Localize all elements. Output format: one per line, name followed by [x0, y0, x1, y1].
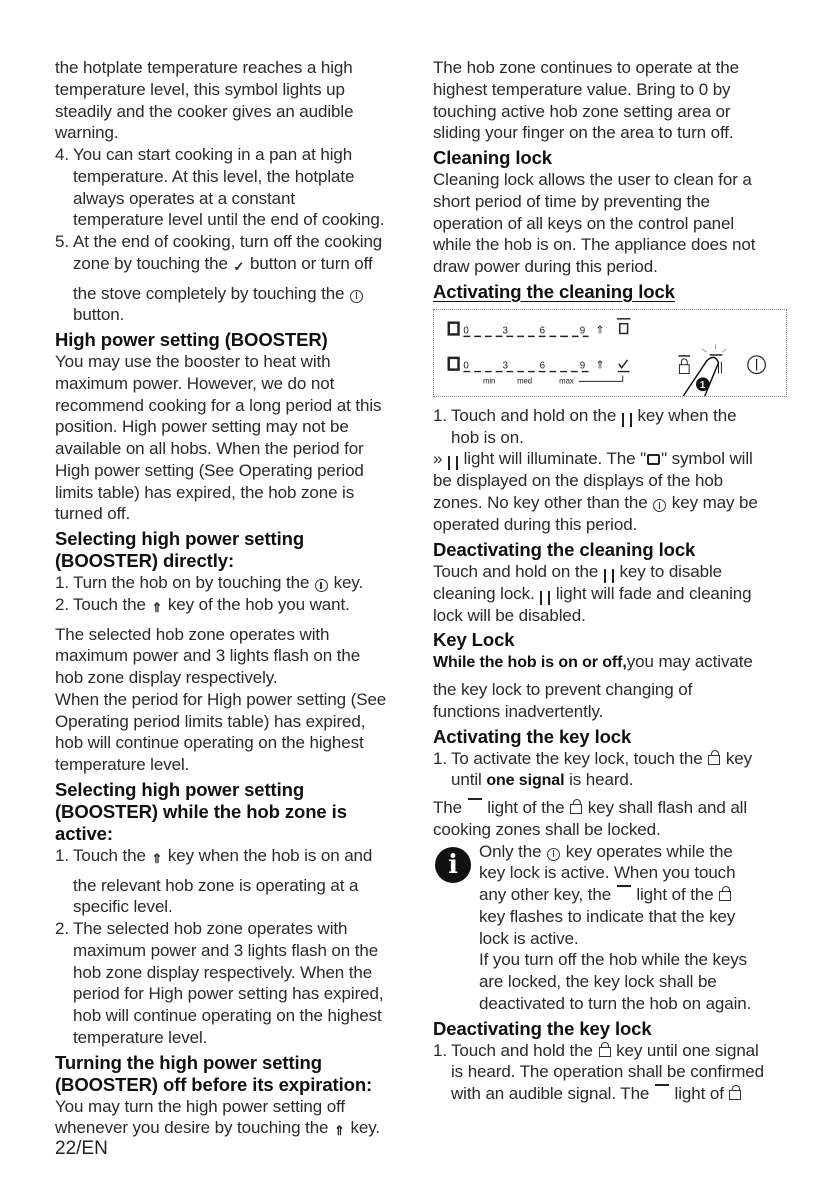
cleaning-lock-key-icon	[448, 456, 458, 470]
text-row	[433, 797, 789, 819]
text-line: are locked, the key lock shall be	[479, 972, 717, 991]
text-line: whenever you desire by touching the key.	[55, 1118, 380, 1137]
text-line: Touch the key when the hob is on and	[73, 846, 372, 865]
step-number: 1	[699, 379, 706, 391]
booster-icon: ⇑	[595, 324, 605, 337]
paragraph	[55, 624, 415, 776]
text-row	[55, 351, 415, 373]
text-line: cooking zones shall be locked.	[433, 819, 661, 839]
text-row	[73, 940, 415, 962]
text-row	[433, 819, 789, 841]
text-row	[73, 304, 415, 326]
text-row	[55, 550, 415, 572]
text-line: lock will be disabled.	[433, 605, 586, 625]
list-item	[433, 405, 789, 449]
text-line: temperature level.	[55, 755, 190, 774]
text-line: Selecting high power setting	[55, 528, 305, 549]
text-line: touching active hob zone setting area or	[433, 101, 731, 121]
text-row	[479, 971, 789, 993]
text-line: High power setting (See Operating period	[55, 460, 364, 480]
text-line: The light of the key shall flash and all	[433, 798, 748, 817]
text-row	[433, 561, 789, 583]
finger-press-icon	[683, 357, 718, 396]
booster-icon	[151, 597, 162, 624]
text-row	[433, 679, 789, 701]
booster-icon	[151, 848, 162, 875]
control-panel-figure	[433, 309, 787, 397]
text-row	[73, 875, 415, 897]
list-number: 1.	[433, 748, 447, 768]
text-line: Selecting high power setting	[55, 778, 305, 800]
text-row	[73, 983, 415, 1005]
tick-label: 9	[579, 360, 586, 372]
text-line: operation of all keys on the control panel	[433, 213, 735, 233]
list-number: 1.	[433, 1040, 447, 1060]
text-row	[433, 169, 789, 191]
text-row	[55, 144, 415, 166]
text-line: Turn the hob on by touching the key.	[73, 573, 364, 592]
text-line: While the hob is on or off,you may activate	[433, 652, 753, 672]
list-number: 5.	[55, 232, 69, 251]
paragraph	[433, 561, 789, 627]
key-lock-icon	[719, 891, 731, 901]
cleaning-lock-key-icon	[540, 591, 550, 605]
paragraph	[433, 797, 789, 841]
text-row	[451, 427, 789, 449]
booster-icon: ⇑	[595, 359, 605, 372]
text-row	[55, 101, 415, 123]
text-row	[55, 1052, 415, 1074]
text-row	[55, 801, 415, 823]
text-line: while the hob is on. The appliance does not	[433, 235, 756, 255]
text-line: Touch the key of the hob you want.	[73, 595, 350, 614]
text-line: The selected hob zone operates with	[73, 919, 348, 938]
text-row	[479, 928, 789, 950]
text-line: At the end of cooking, turn off the cooking	[73, 232, 383, 251]
text-row	[55, 624, 415, 646]
page-number: 22/EN	[55, 1138, 108, 1159]
text-line: highest temperature value. Bring to 0 by	[433, 79, 731, 99]
text-line: key flashes to indicate that the key	[479, 906, 736, 926]
text-line: hob is on.	[451, 427, 524, 447]
text-line: draw power during this period.	[433, 257, 658, 276]
info-icon: i	[435, 847, 471, 883]
text-line: the relevant hob zone is operating at a	[73, 875, 359, 895]
booster-icon	[334, 1120, 345, 1147]
text-line: warning.	[55, 123, 119, 143]
text-row	[73, 1005, 415, 1027]
bold-text: While the hob is on or off,	[433, 654, 627, 672]
cleaning-symbol-icon	[647, 454, 660, 465]
text-line: the stove completely by touching the	[73, 284, 364, 303]
text-row	[55, 438, 415, 460]
text-row	[55, 732, 415, 754]
text-line: » light will illuminate. The " " symbol will	[433, 449, 753, 469]
text-line: You may use the booster to heat with	[55, 352, 331, 371]
text-row	[451, 769, 789, 797]
list-item	[55, 572, 415, 594]
tick-label: 0	[463, 325, 469, 337]
text-line: Touch and hold on the key to disable	[433, 561, 723, 581]
text-line: until one signal is heard.	[451, 770, 634, 790]
text-row	[433, 448, 789, 470]
text-line: period for High power setting has expired,	[73, 984, 384, 1004]
text-row	[73, 1027, 415, 1049]
left-column	[55, 57, 415, 1147]
text-row	[55, 231, 415, 253]
text-row	[433, 147, 789, 169]
list-number: 2.	[55, 594, 69, 614]
text-row	[55, 395, 415, 417]
text-line: High power setting (BOOSTER)	[55, 329, 328, 350]
text-row	[433, 256, 789, 278]
text-line: active:	[55, 822, 113, 844]
text-line: position. High power setting may not be	[55, 417, 349, 437]
text-line: (BOOSTER) while the hob zone is	[55, 800, 347, 822]
text-row	[55, 482, 415, 504]
section-heading	[433, 1018, 789, 1040]
text-row	[55, 572, 415, 594]
text-line: To activate the key lock, touch the key	[451, 748, 753, 768]
list-number: 1.	[433, 405, 447, 425]
text-line: temperature level.	[73, 1027, 208, 1047]
text-line: any other key, the light of the	[479, 885, 732, 904]
section-heading	[433, 726, 789, 748]
paragraph	[55, 351, 415, 525]
text-line: Activating the cleaning lock	[433, 280, 675, 302]
text-row	[55, 79, 415, 101]
text-row	[55, 528, 415, 550]
level-label: max	[559, 376, 574, 386]
text-row	[433, 1040, 789, 1062]
text-row	[433, 514, 789, 536]
text-line: with an audible signal. The light of	[451, 1084, 742, 1103]
power-icon	[653, 499, 666, 512]
text-line: maximum power and 3 lights flash on the	[73, 940, 379, 960]
text-row	[433, 492, 789, 514]
zone-display-bottom	[449, 358, 630, 385]
list-item	[55, 231, 415, 326]
section-heading	[433, 629, 789, 651]
lock-key-icon	[678, 356, 690, 374]
stop-icon	[234, 256, 245, 283]
text-line: Operating period limits table) has expired,	[55, 711, 366, 731]
text-line: Cleaning lock	[433, 147, 552, 168]
text-line: lock is active.	[479, 928, 579, 948]
text-line: The selected hob zone operates with	[55, 624, 330, 644]
text-row	[55, 503, 415, 525]
text-line: Key Lock	[433, 629, 515, 651]
info-note	[433, 841, 789, 1015]
text-row	[55, 754, 415, 776]
text-row	[433, 605, 789, 627]
text-row	[451, 1061, 789, 1083]
text-line: functions inadvertently.	[433, 701, 604, 721]
text-row	[55, 645, 415, 667]
list-number: 4.	[55, 145, 69, 164]
text-row	[479, 993, 789, 1015]
text-row	[55, 57, 415, 79]
tick-label: 6	[539, 360, 545, 372]
text-line: hob zone display respectively. When the	[73, 962, 373, 982]
text-row	[433, 726, 789, 748]
text-row	[433, 79, 789, 101]
text-row	[433, 213, 789, 235]
level-label: med	[517, 376, 533, 386]
tick-label: 3	[502, 360, 508, 372]
right-column	[433, 57, 789, 1105]
list-number: 1.	[55, 573, 69, 592]
text-row	[433, 405, 789, 427]
text-line: maximum power and 3 lights flash on the	[55, 646, 361, 666]
key-lock-icon	[729, 1090, 741, 1100]
text-row	[479, 862, 789, 884]
text-line: button.	[73, 305, 125, 325]
text-row	[73, 283, 415, 305]
text-line: temperature level, this symbol lights up	[55, 79, 345, 99]
text-row	[73, 962, 415, 984]
section-heading	[433, 281, 789, 303]
text-row	[433, 470, 789, 492]
text-row	[433, 539, 789, 561]
text-line: temperature. At this level, the hotplate	[73, 166, 355, 186]
paragraph	[433, 57, 789, 144]
text-line: The hob zone continues to operate at the	[433, 58, 740, 77]
paragraph	[433, 651, 789, 722]
section-heading	[55, 1052, 415, 1096]
bold-text: one signal	[486, 772, 565, 790]
text-row	[433, 651, 789, 679]
text-line: Turning the high power setting	[55, 1051, 322, 1073]
text-line: short period of time by preventing the	[433, 191, 710, 211]
text-row	[55, 460, 415, 482]
tick-label: 6	[539, 325, 545, 337]
section-heading	[55, 779, 415, 845]
text-row	[433, 701, 789, 723]
text-line: Touch and hold the key until one signal	[451, 1040, 759, 1060]
text-line: hob will continue operating on the highest	[73, 1006, 382, 1025]
text-row	[55, 918, 415, 940]
level-label: min	[482, 376, 496, 386]
text-row	[55, 594, 415, 624]
section-heading	[55, 528, 415, 572]
text-row	[433, 583, 789, 605]
text-row	[73, 896, 415, 918]
text-line: always operates at a constant	[73, 188, 296, 208]
tick-label: 0	[463, 360, 469, 372]
section-heading	[433, 147, 789, 169]
text-row	[479, 906, 789, 928]
list-item	[433, 748, 789, 798]
text-line: the key lock to prevent changing of	[433, 680, 693, 699]
text-row	[433, 1018, 789, 1040]
power-icon	[547, 848, 560, 861]
text-line: Activating the key lock	[433, 725, 632, 747]
list-item	[55, 144, 415, 231]
text-row	[55, 823, 415, 845]
text-row	[55, 779, 415, 801]
text-row	[55, 845, 415, 875]
text-row	[55, 1096, 415, 1118]
text-row	[433, 281, 789, 303]
paragraph	[433, 448, 789, 535]
section-heading	[433, 539, 789, 561]
key-lock-icon	[708, 755, 720, 765]
text-row	[55, 122, 415, 144]
text-line: be displayed on the displays of the hob	[433, 471, 724, 491]
text-row	[55, 1074, 415, 1096]
text-line: key lock is active. When you touch	[479, 863, 736, 883]
text-line: Deactivating the cleaning lock	[433, 538, 696, 560]
text-row	[55, 329, 415, 351]
tick-label: 9	[579, 325, 586, 337]
cleaning-lock-key-icon	[622, 413, 632, 427]
text-line: maximum power. However, we do not	[55, 373, 335, 393]
list-item	[55, 845, 415, 918]
text-row	[433, 748, 789, 770]
text-row	[479, 841, 789, 863]
power-icon	[315, 579, 328, 592]
text-line: temperature level until the end of cooking.	[73, 210, 385, 230]
text-line: If you turn off the hob while the keys	[479, 950, 748, 970]
text-row	[55, 689, 415, 711]
text-line: the hotplate temperature reaches a high	[55, 58, 353, 77]
list-number: 1.	[55, 845, 69, 865]
power-icon	[350, 290, 363, 303]
indicator-light-icon	[468, 798, 482, 800]
text-row	[55, 711, 415, 733]
text-line: is heard. The operation shall be confirmed	[451, 1062, 765, 1082]
paragraph	[55, 57, 415, 144]
text-line: (BOOSTER) off before its expiration:	[55, 1073, 373, 1095]
text-line: hob zone display respectively.	[55, 668, 278, 687]
text-row	[55, 667, 415, 689]
text-row	[55, 1117, 415, 1147]
text-line: Deactivating the key lock	[433, 1017, 652, 1039]
text-row	[73, 253, 415, 283]
text-line: zones. No key other than the key may be	[433, 493, 758, 512]
text-line: Touch and hold on the key when the	[451, 405, 737, 425]
text-row	[73, 209, 415, 231]
text-line: Cleaning lock allows the user to clean for a	[433, 170, 752, 189]
text-line: cleaning lock. light will fade and cleaning	[433, 583, 752, 603]
list-item	[55, 918, 415, 1049]
indicator-light-icon	[617, 885, 631, 887]
cleaning-lock-key-icon	[604, 569, 614, 583]
text-line: steadily and the cooker gives an audible	[55, 101, 354, 121]
key-lock-icon	[599, 1047, 611, 1057]
tick-label: 3	[502, 325, 508, 337]
text-line: limits table) has expired, the hob zone is	[55, 482, 355, 502]
text-row	[55, 416, 415, 438]
text-line: zone by touching the button or turn off	[73, 254, 373, 273]
text-row	[433, 122, 789, 144]
text-row	[479, 884, 789, 906]
text-row	[451, 1083, 789, 1105]
list-item	[55, 594, 415, 624]
zone-display-top	[449, 319, 631, 337]
section-heading	[55, 329, 415, 351]
text-line: operated during this period.	[433, 514, 638, 534]
text-row	[55, 373, 415, 395]
text-line: available on all hobs. When the period for	[55, 439, 364, 458]
text-row	[433, 629, 789, 651]
text-row	[433, 191, 789, 213]
text-line: You can start cooking in a pan at high	[73, 145, 353, 164]
text-line: When the period for High power setting (See	[55, 689, 387, 709]
text-line: sliding your finger on the area to turn off.	[433, 123, 734, 143]
text-line: recommend cooking for a long period at this	[55, 395, 382, 415]
text-line: Only the key operates while the	[479, 841, 733, 861]
text-row	[479, 949, 789, 971]
text-row	[73, 166, 415, 188]
text-row	[433, 234, 789, 256]
text-line: turned off.	[55, 504, 131, 524]
text-line: (BOOSTER) directly:	[55, 550, 235, 571]
power-key-icon	[748, 356, 766, 374]
list-number: 2.	[55, 919, 69, 938]
indicator-light-icon	[655, 1084, 669, 1086]
paragraph	[433, 169, 789, 278]
text-line: You may turn the high power setting off	[55, 1096, 346, 1116]
paragraph	[55, 1096, 415, 1148]
text-row	[73, 188, 415, 210]
text-line: specific level.	[73, 897, 173, 917]
text-line: deactivated to turn the hob on again.	[479, 993, 752, 1013]
text-line: hob will continue operating on the highest	[55, 733, 364, 753]
text-row	[433, 57, 789, 79]
key-lock-icon	[570, 804, 582, 814]
list-item	[433, 1040, 789, 1105]
text-row	[433, 101, 789, 123]
